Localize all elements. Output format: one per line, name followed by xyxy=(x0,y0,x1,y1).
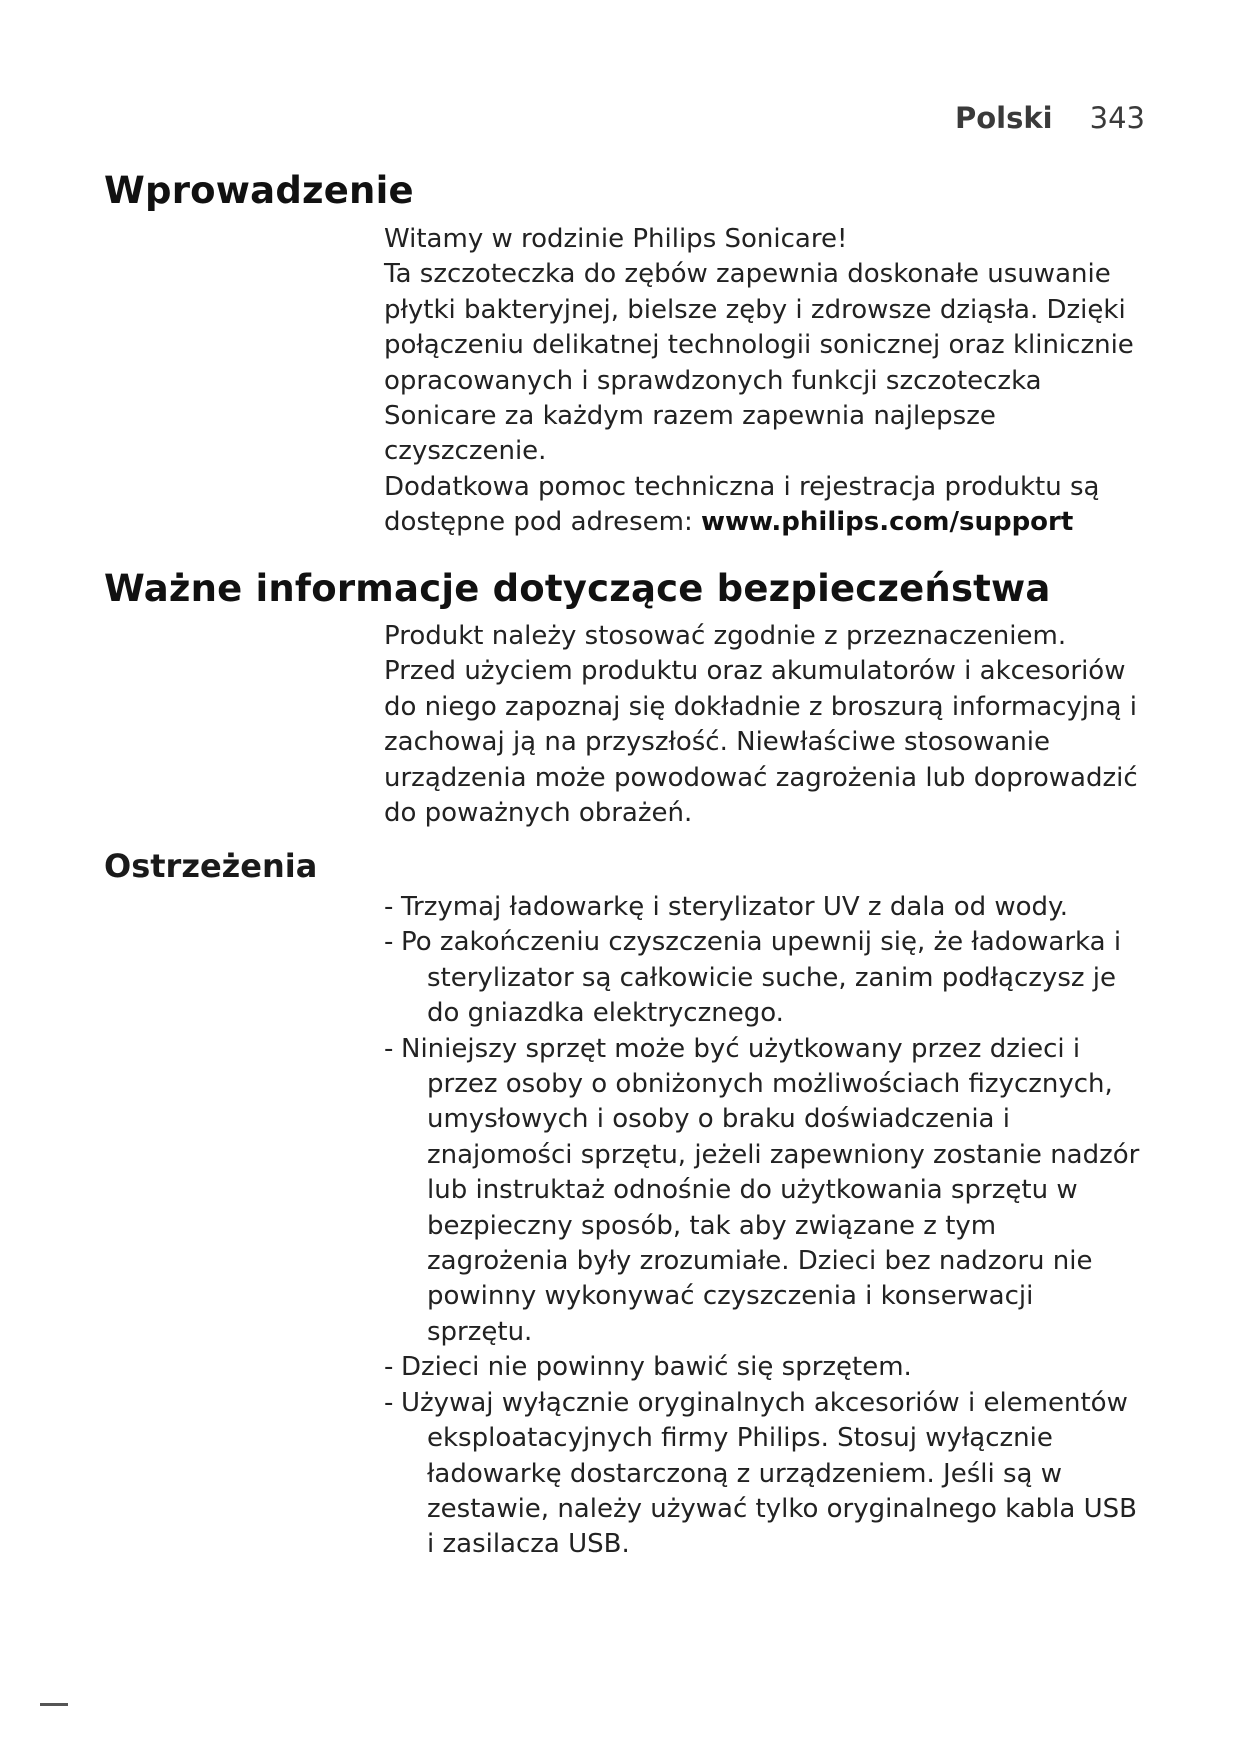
warning-item-text: Po zakończeniu czyszczenia upewnij się, że ładowarka i sterylizator są całkowicie suche, zanim podłączysz je do gniazdka elektrycznego. xyxy=(401,927,1122,1029)
page-number: 343 xyxy=(1089,101,1145,135)
warning-item xyxy=(384,1032,1144,1351)
intro-paragraph-welcome: Witamy w rodzinie Philips Sonicare! xyxy=(384,224,848,254)
warning-item-text: Dzieci nie powinny bawić się sprzętem. xyxy=(401,1352,912,1383)
warning-item xyxy=(384,890,1144,925)
list-dash: - xyxy=(384,1033,394,1064)
warnings-title: Ostrzeżenia xyxy=(104,847,318,885)
intro-paragraph-support xyxy=(384,470,1144,541)
warning-item xyxy=(384,1350,1144,1385)
intro-body xyxy=(384,222,1144,541)
language-label: Polski xyxy=(955,101,1053,135)
support-link[interactable]: www.philips.com/support xyxy=(701,507,1074,538)
warning-item-text: Niniejszy sprzęt może być użytkowany przez dzieci i przez osoby o obniżonych możliwościach fizycznych, umysłowych i osoby o braku doświadczenia i znajomości sprzętu, jeżeli zapewniony zostanie nadzór lub instruktaż odnośnie do użytkowania sprzętu w bezpieczny sposób, tak aby związane z tym zagrożenia były zrozumiałe. Dzieci bez nadzoru nie powinny wykonywać czyszczenia i konserwacji sprzętu. xyxy=(401,1033,1140,1347)
warning-item-text: Używaj wyłącznie oryginalnych akcesoriów i elementów eksploatacyjnych firmy Philips. Stosuj wyłącznie ładowarkę dostarczoną z urządzeniem. Jeśli są w zestawie, należy używać tylko oryginalnego kabla USB i zasilacza USB. xyxy=(401,1387,1137,1560)
page-header xyxy=(955,98,1145,138)
warnings-list xyxy=(384,890,1144,1563)
safety-title: Ważne informacje dotyczące bezpieczeństwa xyxy=(104,567,1051,610)
warning-item xyxy=(384,925,1144,1031)
warning-item-text: Trzymaj ładowarkę i sterylizator UV z dala od wody. xyxy=(401,892,1068,922)
intro-title: Wprowadzenie xyxy=(104,169,414,212)
list-dash: - xyxy=(384,927,394,958)
safety-body xyxy=(384,619,1144,831)
support-text: Dodatkowa pomoc techniczna i rejestracja produktu są dostępne pod adresem: xyxy=(384,471,1100,538)
list-dash: - xyxy=(384,1387,394,1418)
list-dash: - xyxy=(384,892,394,922)
safety-paragraph: Produkt należy stosować zgodnie z przeznaczeniem. Przed użyciem produktu oraz akumulatorów i akcesoriów do niego zapoznaj się dokładnie z broszurą informacyjną i zachowaj ją na przyszłość. Niewłaściwe stosowanie urządzenia może powodować zagrożenia lub doprowadzić do poważnych obrażeń. xyxy=(384,621,1138,829)
intro-paragraph-description: Ta szczoteczka do zębów zapewnia doskonałe usuwanie płytki bakteryjnej, bielsze zęby i zdrowsze dziąsła. Dzięki połączeniu delikatnej technologii sonicznej oraz klinicznie opracowanych i sprawdzonych funkcji szczoteczka Sonicare za każdym razem zapewnia najlepsze czyszczenie. xyxy=(384,259,1134,467)
warning-item xyxy=(384,1386,1144,1563)
list-dash: - xyxy=(384,1352,394,1383)
print-crop-mark xyxy=(40,1703,68,1706)
